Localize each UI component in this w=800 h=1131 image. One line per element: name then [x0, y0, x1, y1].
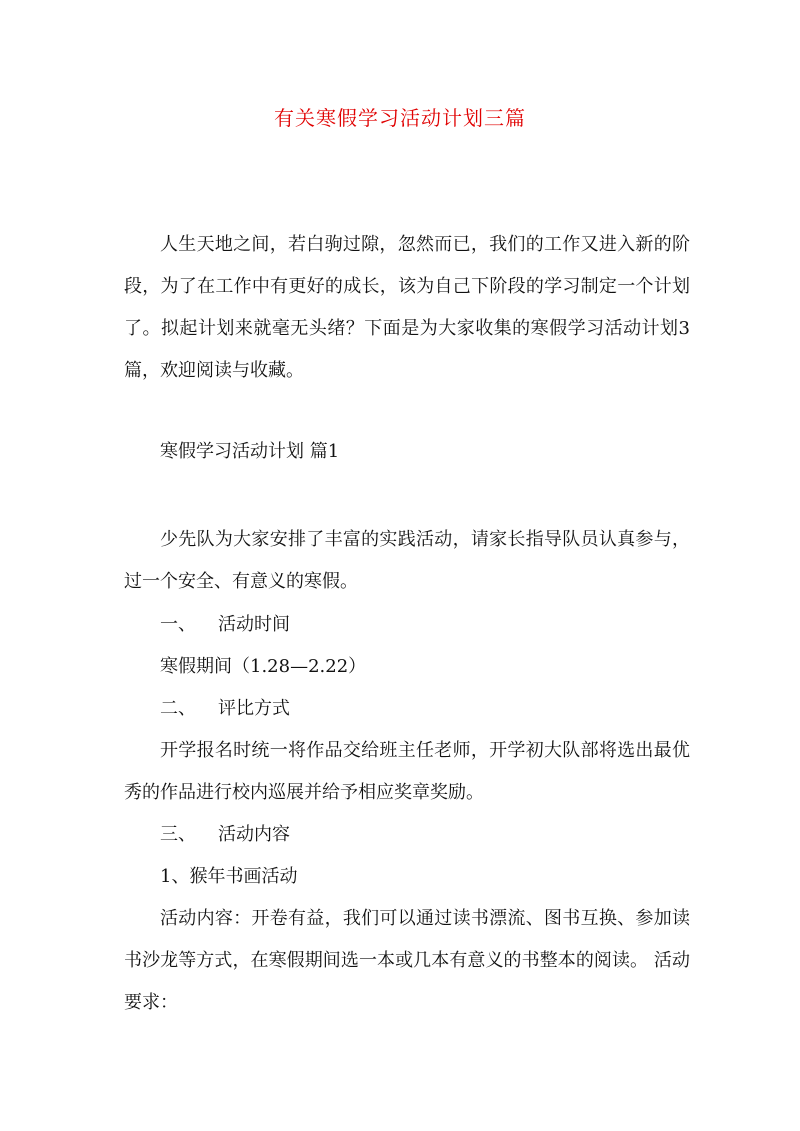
intro-paragraph: 人生天地之间，若白驹过隙，忽然而已，我们的工作又进入新的阶段，为了在工作中有更好的成长，该为自己下阶段的学习制定一个计划了。拟起计划来就毫无头绪？下面是为大家收集的寒假学习活动计划3篇，欢迎阅读与收藏。 — [124, 234, 690, 381]
heading-number: 三、 — [160, 824, 196, 845]
heading-evaluation — [160, 688, 290, 730]
heading-number: 二、 — [160, 698, 196, 719]
section-heading: 寒假学习活动计划 篇1 — [160, 441, 340, 462]
heading-text: 活动时间 — [218, 614, 290, 635]
paragraph-1: 少先队为大家安排了丰富的实践活动，请家长指导队员认真参与，过一个安全、有意义的寒假。 — [124, 529, 690, 592]
heading-activity-time — [160, 604, 290, 646]
document-title: 有关寒假学习活动计划三篇 — [274, 106, 526, 130]
heading-number: 一、 — [160, 614, 196, 635]
heading-text: 评比方式 — [218, 698, 290, 719]
activity-time-text: 寒假期间（1.28—2.22） — [160, 656, 367, 677]
paragraph-3: 活动内容：开卷有益，我们可以通过读书漂流、图书互换、参加读书沙龙等方式，在寒假期间选一本或几本有意义的书整本的阅读。 活动要求： — [124, 908, 690, 1013]
heading-activity-content — [160, 814, 290, 856]
list-item-1: 1、猴年书画活动 — [160, 866, 298, 887]
paragraph-2: 开学报名时统一将作品交给班主任老师，开学初大队部将选出最优秀的作品进行校内巡展并给予相应奖章奖励。 — [124, 740, 690, 803]
heading-text: 活动内容 — [218, 824, 290, 845]
